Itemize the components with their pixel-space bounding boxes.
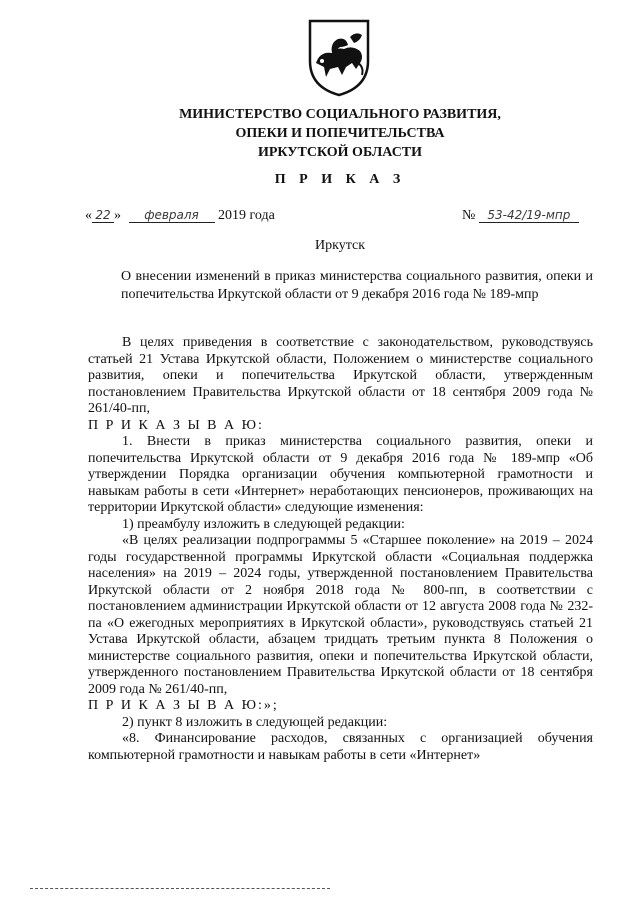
footer-divider	[30, 888, 330, 889]
ministry-line-1: МИНИСТЕРСТВО СОЦИАЛЬНОГО РАЗВИТИЯ,	[179, 107, 501, 122]
order-body	[88, 335, 593, 764]
clause-1-paragraph: 1. Внести в приказ министерства социального развития, опеки и попечительства Иркутской области от 9 декабря 2016 года № 189-мпр «Об утверждении Порядка организации обучения компьютерной грамотности и навыкам работы в сети «Интернет» неработающих пенсионеров, проживающих на территории Иркутской области» следующие изменения:	[88, 434, 593, 515]
ministry-line-3: ИРКУТСКОЙ ОБЛАСТИ	[257, 145, 423, 160]
date-day: 22	[92, 208, 114, 223]
clause-8-paragraph: «8. Финансирование расходов, связанных с организацией обучения компьютерной грамотности и навыкам работы в сети «Интернет»	[88, 731, 593, 763]
subclause-1-paragraph: 1) преамбулу изложить в следующей редакции:	[122, 516, 405, 532]
city: Иркутск	[314, 238, 366, 253]
order-title: П Р И К А З	[274, 172, 406, 187]
prikazyvayu-heading-quoted: П Р И К А З Ы В А Ю:»;	[88, 698, 279, 713]
ministry-name	[120, 105, 560, 162]
number-prefix: №	[462, 208, 476, 223]
new-preamble-paragraph: «В целях реализации подпрограммы 5 «Старшее поколение» на 2019 – 2024 годы государственной программы Иркутской области «Социальная поддержка населения» на 2019 – 2024 годы, утвержденной постановлением Правительства Иркутской области от 2 ноября 2018 года № 800-пп, в соответствии с постановлением администрации Иркутской области от 12 августа 2008 года № 232-па «О ежегодных мероприятиях в Иркутской области», руководствуясь статьей 21 Устава Иркутской области, абзацем тридцать третьим пункта 8 Положения о министерстве социального развития, опеки и попечительства Иркутской области, утвержденного постановлением Правительства Иркутской области от 18 сентября 2009 года № 261/40-пп,	[88, 533, 593, 697]
irkutsk-coat-of-arms-icon	[302, 17, 376, 97]
preamble-paragraph: В целях приведения в соответствие с законодательством, руководствуясь статьей 21 Устава Иркутской области, Положением о министерстве социального развития, опеки и попечительства Иркутской области, утвержденным постановлением Правительства Иркутской области от 18 сентября 2009 года № 261/40-пп,	[88, 335, 593, 416]
prikazyvayu-heading: П Р И К А З Ы В А Ю:	[88, 417, 264, 433]
order-subject: О внесении изменений в приказ министерства социального развития, опеки и попечительства Иркутской области от 9 декабря 2016 года № 189-мпр	[121, 269, 593, 302]
date-close-quote: »	[114, 208, 121, 223]
date-year: 2019 года	[218, 208, 275, 223]
subclause-2-paragraph: 2) пункт 8 изложить в следующей редакции:	[122, 714, 388, 730]
order-number	[462, 208, 579, 224]
number-value: 53-42/19-мпр	[479, 208, 579, 223]
ministry-line-2: ОПЕКИ И ПОПЕЧИТЕЛЬСТВА	[235, 126, 445, 141]
date-open-quote: «	[85, 208, 92, 223]
order-date	[85, 208, 275, 224]
date-month: февраля	[129, 208, 215, 223]
